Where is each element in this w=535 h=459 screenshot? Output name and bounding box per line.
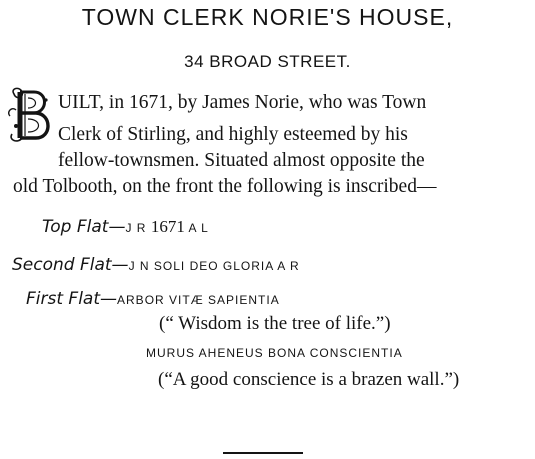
section-divider: [223, 452, 303, 454]
body-line-3: fellow-townsmen. Situated almost opposite the: [58, 150, 425, 171]
page-title: TOWN CLERK NORIE'S HOUSE,: [81, 4, 454, 30]
second-flat-label: Second Flat—: [12, 255, 129, 275]
top-flat-year: 1671: [150, 217, 185, 236]
body-line-1: UILT, in 1671, by James Norie, who was Town: [58, 92, 427, 113]
body-line-4: old Tolbooth, on the front the following is inscribed—: [13, 176, 437, 197]
top-flat-label: Top Flat—: [42, 217, 126, 237]
second-flat-text: J N SOLI DEO GLORIA A R: [128, 259, 300, 273]
page-subtitle: 34 BROAD STREET.: [184, 52, 351, 71]
decorative-initial: [8, 86, 52, 142]
first-flat-motto-1: ARBOR VITÆ SAPIENTIA: [117, 293, 280, 307]
dropcap-letter: [8, 82, 52, 142]
inscription-second-flat: [12, 253, 300, 277]
inscription-top-flat: [42, 215, 209, 239]
first-flat-label: First Flat—: [26, 289, 118, 309]
inscription-first-flat: [26, 287, 280, 311]
translation-2: (“A good conscience is a brazen wall.”): [158, 369, 460, 390]
body-line-2: Clerk of Stirling, and highly esteemed by his: [58, 124, 408, 145]
top-flat-initials-2: A L: [184, 221, 209, 235]
first-flat-motto-2: MURUS AHENEUS BONA CONSCIENTIA: [146, 346, 403, 360]
top-flat-initials-1: J R: [125, 221, 151, 235]
translation-1: (“ Wisdom is the tree of life.”): [159, 313, 391, 334]
